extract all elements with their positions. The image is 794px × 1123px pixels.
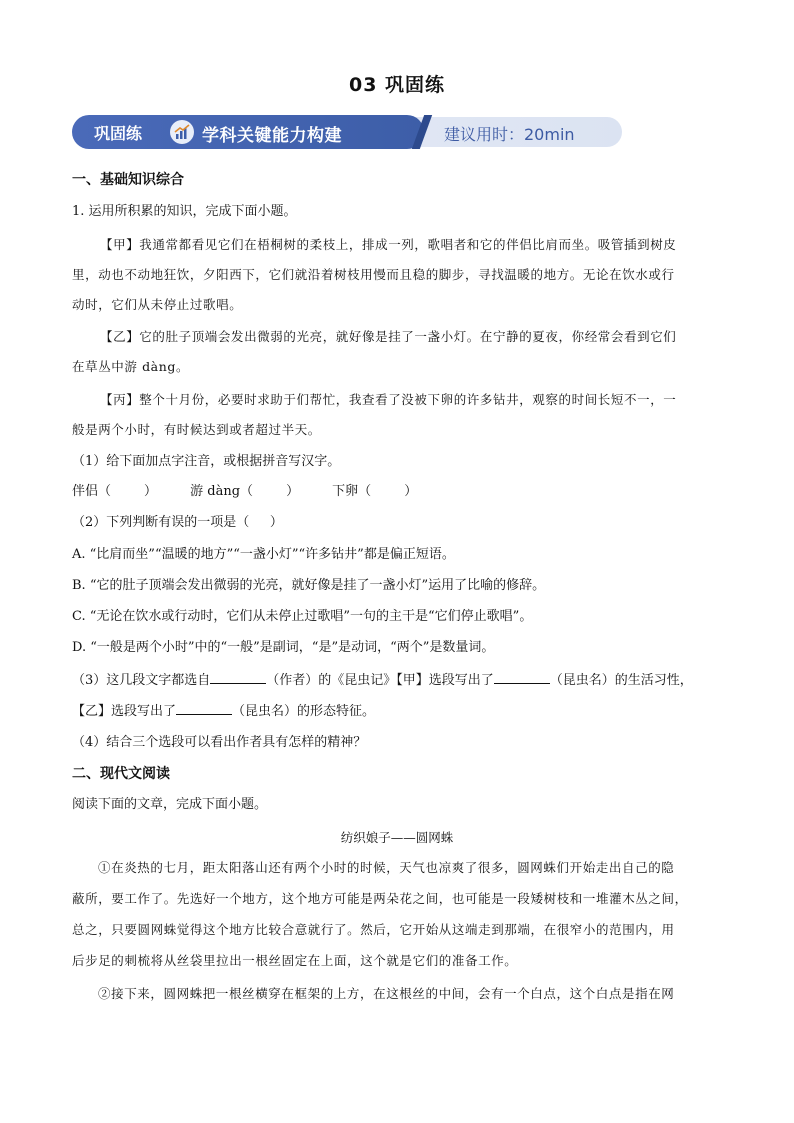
excerpt-jia xyxy=(72,235,732,315)
excerpt-jia-line-1: 【甲】我通常都看见它们在梧桐树的柔枝上，排成一列，歌唱者和它的伴侣比肩而坐。吸管插到树皮 xyxy=(100,237,677,252)
excerpt-bing xyxy=(72,390,732,440)
question-stem: 1. 运用所积累的知识，完成下面小题。 xyxy=(72,204,297,219)
section-heading-1: 一、基础知识综合 xyxy=(72,172,184,188)
option-d: D. “一般是两个小时”中的“一般”是副词，“是”是动词，“两个”是数量词。 xyxy=(72,640,495,655)
excerpt-yi-line-1: 【乙】它的肚子顶端会发出微弱的光亮，就好像是挂了一盏小灯。在宁静的夏夜，你经常会看到它们 xyxy=(100,329,677,344)
excerpt-jia-line-3: 动时，它们从未停止过歌唱。 xyxy=(72,297,243,312)
subquestion-3 xyxy=(72,671,742,691)
subquestion-4: （4）结合三个选段可以看出作者具有怎样的精神？ xyxy=(72,735,367,750)
passage-paragraph-1 xyxy=(72,858,732,971)
passage-paragraph-2 xyxy=(72,984,732,1004)
subquestion-3-part-c: （昆虫名）的生活习性， xyxy=(549,673,693,688)
paragraph-2-line-1: ②接下来，圆网蛛把一根丝横穿在框架的上方，在这根丝的中间，会有一个白点，这个白点是指在网 xyxy=(98,986,675,1001)
option-a: A. “比肩而坐”“温暖的地方”“一盏小灯”“许多钻井”都是偏正短语。 xyxy=(72,547,455,562)
subquestion-3-part-e: （昆虫名）的形态特征。 xyxy=(232,704,376,719)
chart-up-icon xyxy=(170,120,194,144)
subquestion-3-part-b: （作者）的《昆虫记》【甲】选段写出了 xyxy=(266,673,494,688)
option-b: B. “它的肚子顶端会发出微弱的光亮，就好像是挂了一盏小灯”运用了比喻的修辞。 xyxy=(72,578,546,593)
paragraph-1-line-3: 总之，只要圆网蛛觉得这个地方比较合意就行了。然后，它开始从这端走到那端，在很窄小的范围内，用 xyxy=(72,922,675,937)
subquestion-3-part-d: 【乙】选段写出了 xyxy=(72,704,177,719)
excerpt-bing-line-1: 【丙】整个十月份，必要时求助于们帮忙，我查看了没被下卵的许多钻井，观察的时间长短不一，一 xyxy=(100,392,677,407)
section-banner xyxy=(72,115,622,149)
banner-left-label: 巩固练 xyxy=(94,124,143,143)
banner-main-label: 学科关键能力构建 xyxy=(202,126,342,146)
subquestion-3-line-2 xyxy=(72,702,732,722)
page-title: 03 巩固练 xyxy=(348,74,446,96)
subquestion-1-items: 伴侣（ ） 游 dàng（ ） 下卵（ ） xyxy=(72,484,418,499)
subquestion-1: （1）给下面加点字注音，或根据拼音写汉字。 xyxy=(72,454,341,469)
subquestion-3-part-a: （3）这几段文字都选自 xyxy=(72,673,211,688)
paragraph-1-line-4: 后步足的刺梳将从丝袋里拉出一根丝固定在上面，这个就是它们的准备工作。 xyxy=(72,953,518,968)
answer-blank-insect-2[interactable] xyxy=(176,702,232,715)
subquestion-2: （2）下列判断有误的一项是（ ） xyxy=(72,515,283,530)
section-heading-2: 二、现代文阅读 xyxy=(72,766,170,782)
banner-time-label: 建议用时：20min xyxy=(444,125,575,144)
paragraph-1-line-2: 蔽所，要工作了。先选好一个地方，这个地方可能是两朵花之间，也可能是一段矮树枝和一堆灌木丛之间， xyxy=(72,891,688,906)
paragraph-1-line-1: ①在炎热的七月，距太阳落山还有两个小时的时候，天气也凉爽了很多，圆网蛛们开始走出自己的隐 xyxy=(98,860,675,875)
reading-intro: 阅读下面的文章，完成下面小题。 xyxy=(72,797,268,812)
excerpt-yi-line-2: 在草丛中游 dàng。 xyxy=(72,359,190,374)
excerpt-bing-line-2: 般是两个小时，有时候达到或者超过半天。 xyxy=(72,422,321,437)
excerpt-yi xyxy=(72,327,732,377)
option-c: C. “无论在饮水或行动时，它们从未停止过歌唱”一句的主干是“它们停止歌唱”。 xyxy=(72,609,533,624)
passage-title: 纺织娘子——圆网蛛 xyxy=(340,830,454,845)
answer-blank-author[interactable] xyxy=(210,671,266,684)
excerpt-jia-line-2: 里，动也不动地狂饮，夕阳西下，它们就沿着树枝用慢而且稳的脚步，寻找温暖的地方。无论在饮水或行 xyxy=(72,267,675,282)
answer-blank-insect-1[interactable] xyxy=(494,671,550,684)
